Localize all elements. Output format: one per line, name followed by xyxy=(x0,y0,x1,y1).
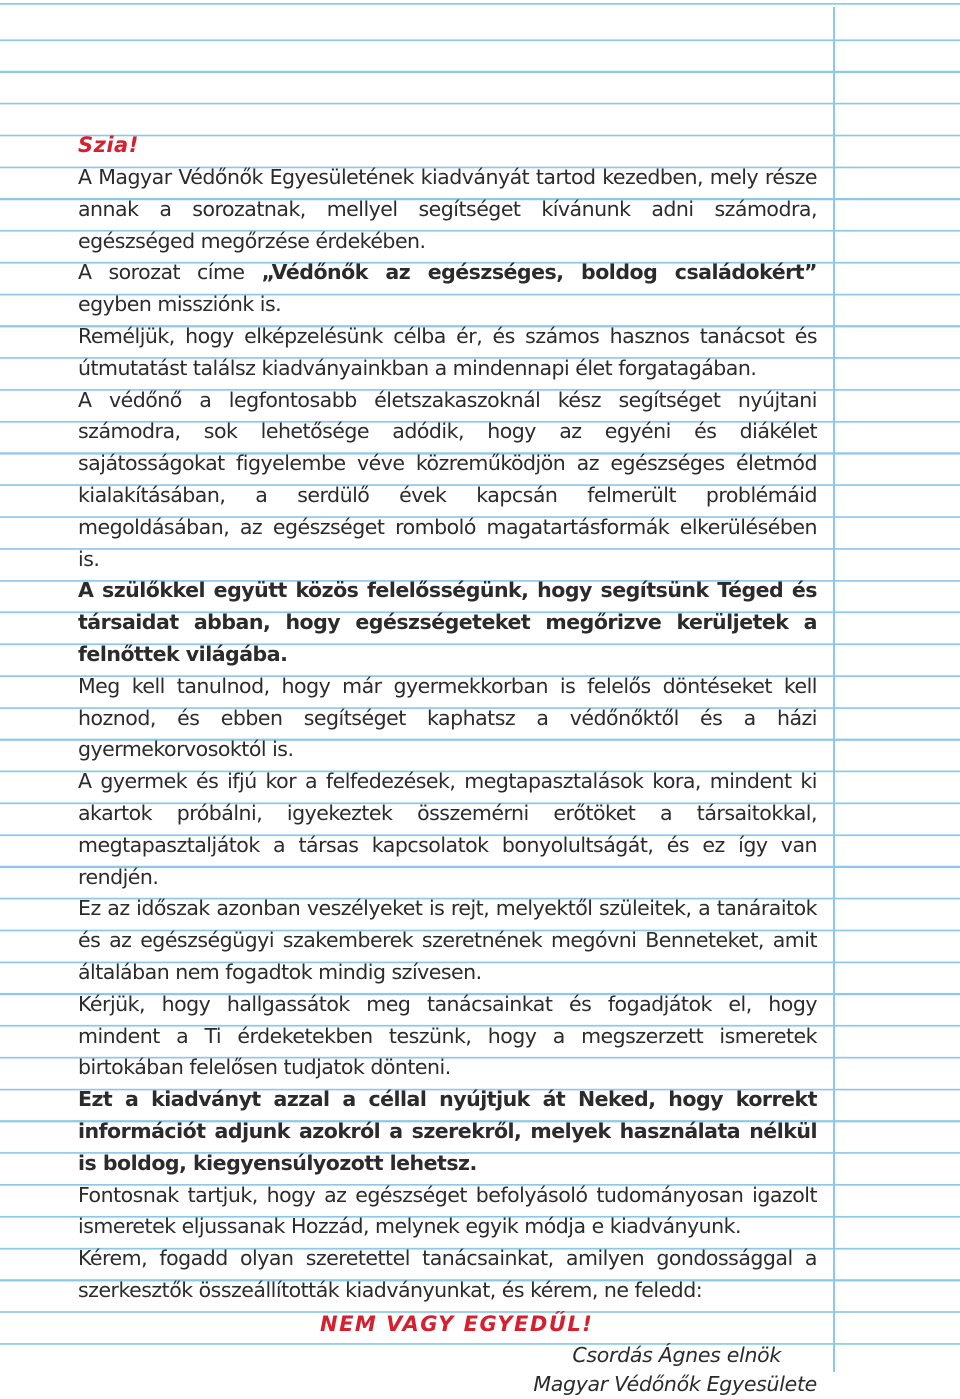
body-paragraph-youth: A gyermek és ifjú kor a felfedezések, megtapasztalások kora, mindent ki akartok próbálni, igyekeztek összemérni erőtöket a társaitokkal, megtapasztaljátok a társas kapcsolatok bonyolultságát, és ez így van rendjén. xyxy=(78,769,817,889)
signature-organization: Magyar Védőnők Egyesülete xyxy=(533,1371,817,1396)
letter-content xyxy=(78,128,817,1399)
body-paragraph-purpose: Ezt a kiadványt azzal a céllal nyújtjuk át Neked, hogy korrekt információt adjunk azokról a szerekről, melyek használata nélkül is boldog, kiegyensúlyozott lehetsz. xyxy=(78,1087,817,1175)
body-paragraph-advice: Kérjük, hogy hallgassátok meg tanácsainkat és fogadjátok el, hogy mindent a Ti érdeketekben teszünk, hogy a megszerzett ismeretek birtokában felelősen tudjatok dönteni. xyxy=(78,991,817,1080)
intro-paragraph-1: A Magyar Védőnők Egyesületének kiadványát tartod kezedben, mely része annak a sorozatnak, mellyel segítséget kívánunk adni számodra, egészséged megőrzése érdekében. xyxy=(78,165,817,253)
margin-line xyxy=(833,7,835,1372)
mission-text: egyben missziónk is. xyxy=(78,292,282,317)
closing-slogan: NEM VAGY EGYEDŰL! xyxy=(320,1311,594,1336)
greeting: Szia! xyxy=(78,133,139,157)
intro-paragraph-3: Reméljük, hogy elképzelésünk célba ér, és számos hasznos tanácsot és útmutatást találsz kiadványainkban a mindennapi élet forgatagában. xyxy=(78,323,817,380)
body-paragraph-request: Kérem, fogadd olyan szeretettel tanácsainkat, amilyen gondossággal a szerkesztők összeállították kiadványunkat, és kérem, ne feledd: xyxy=(78,1246,817,1302)
body-paragraph-responsibility: A szülőkkel együtt közös felelősségünk, hogy segítsünk Téged és társaidat abban, hogy egészségeteket megőrizve kerüljetek a felnőttek világába. xyxy=(78,578,817,666)
body-paragraph-dangers: Ez az időszak azonban veszélyeket is rejt, melyektől szüleitek, a tanáraitok és az egészségügyi szakemberek szeretnének megóvni Benneteket, amit általában nem fogadtok mindig szívesen. xyxy=(78,896,817,984)
body-paragraph-knowledge: Fontosnak tartjuk, hogy az egészséget befolyásoló tudományosan igazolt ismeretek eljussanak Hozzád, melynek egyik módja e kiadványunk. xyxy=(78,1182,817,1239)
body-paragraph-decisions: Meg kell tanulnod, hogy már gyermekkorban is felelős döntéseket kell hoznod, és ebben segítséget kaphatsz a védőnőktől és a házi gyermekorvosoktól is. xyxy=(78,673,817,762)
body-paragraph-health-visitor: A védőnő a legfontosabb életszakaszoknál kész segítséget nyújtani számodra, sok lehetősége adódik, hogy az egyéni és diákélet sajátosságokat figyelembe véve közreműködjön az egészséges életmód kialakításában, a serdülő évek kapcsán felmerült problémáid megoldásában, az egészséget romboló magatartásformák elkerülésében is. xyxy=(78,387,817,571)
signature-name: Csordás Ágnes elnök xyxy=(572,1342,781,1367)
series-title: „Védőnők az egészséges, boldog családokért” xyxy=(261,260,817,285)
series-label: A sorozat címe xyxy=(78,260,262,285)
intro-paragraph-2 xyxy=(78,257,817,321)
